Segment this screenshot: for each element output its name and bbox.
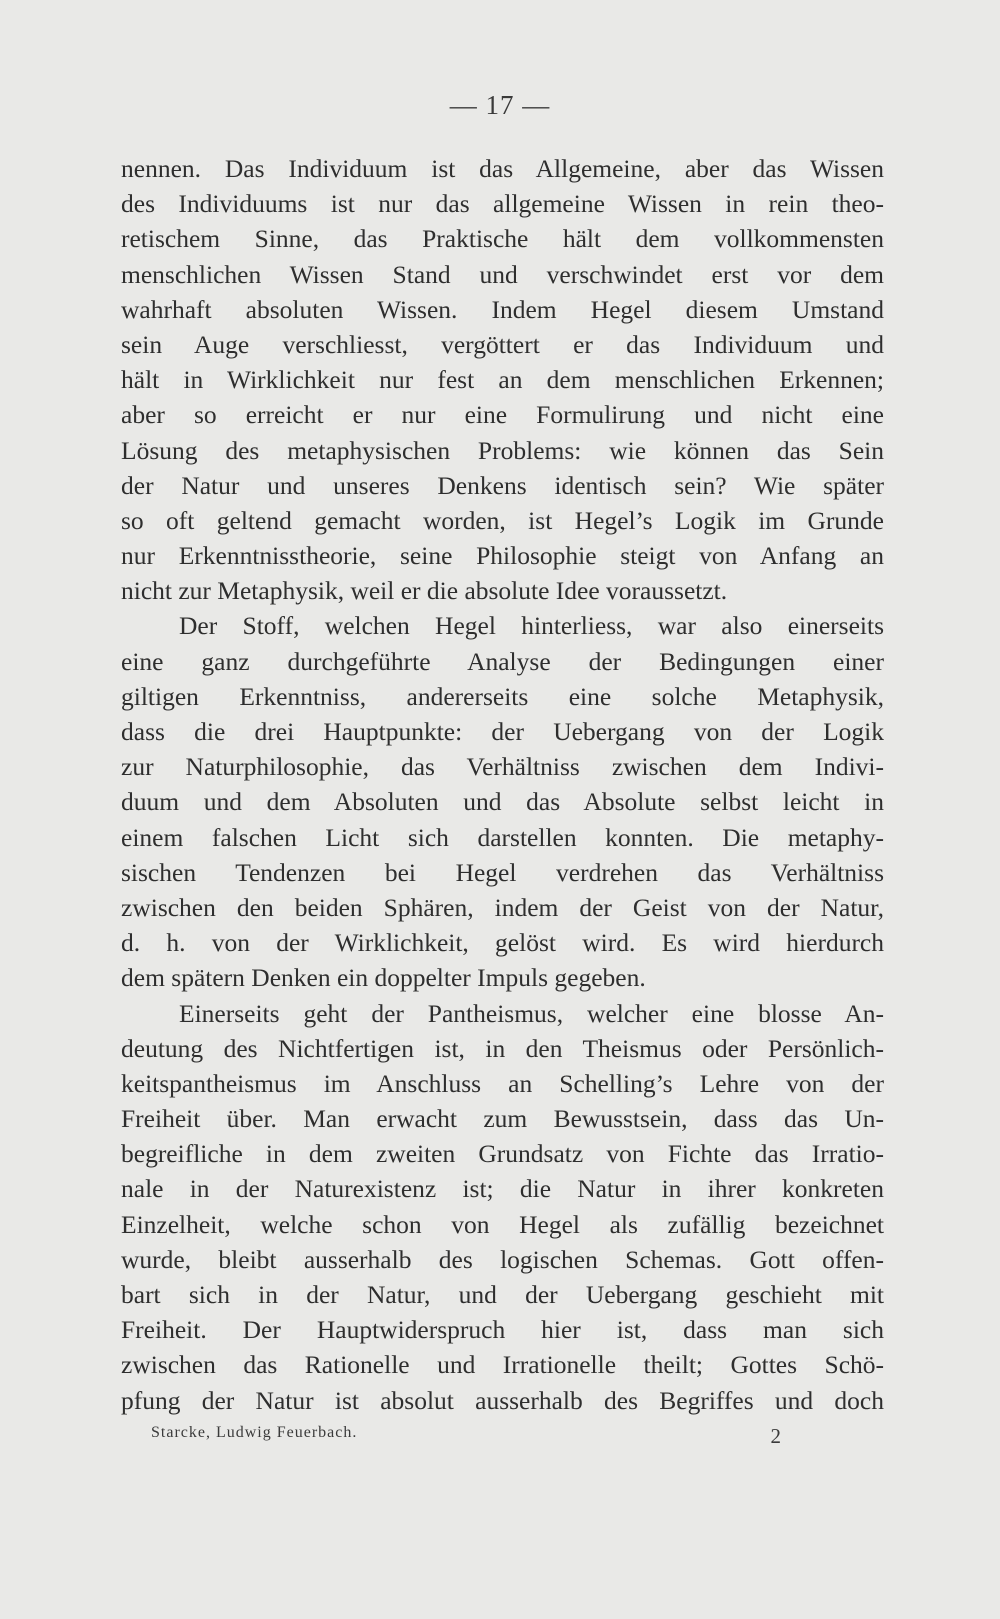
text-line: dem spätern Denken ein doppelter Impuls gegeben. <box>121 963 646 993</box>
text-line: menschlichen Wissen Stand und verschwindet erst vor dem <box>121 259 884 289</box>
footer-author: Starcke, Ludwig Feuerbach. <box>151 1424 358 1441</box>
text-line: so oft geltend gemacht worden, ist Hegel’s Logik im Grunde <box>121 505 884 535</box>
page-footer <box>151 1424 781 1448</box>
text-line: retischem Sinne, das Praktische hält dem vollkommensten <box>121 224 884 254</box>
text-line: keitspantheismus im Anschluss an Schelling’s Lehre von der <box>121 1068 884 1098</box>
text-line: Lösung des metaphysischen Problems: wie können das Sein <box>121 435 884 465</box>
text-line: nicht zur Metaphysik, weil er die absolute Idee voraussetzt. <box>121 576 728 606</box>
text-line: Freiheit. Der Hauptwiderspruch hier ist, dass man sich <box>121 1315 884 1345</box>
text-line: einem falschen Licht sich darstellen konnten. Die metaphy- <box>121 822 884 852</box>
page-number: — 17 — <box>449 90 551 120</box>
text-line: aber so erreicht er nur eine Formulirung und nicht eine <box>121 400 884 430</box>
text-line: wahrhaft absoluten Wissen. Indem Hegel diesem Umstand <box>121 294 884 324</box>
text-line: sein Auge verschliesst, vergöttert er das Individuum und <box>121 329 884 359</box>
text-line: giltigen Erkenntniss, andererseits eine solche Metaphysik, <box>121 681 884 711</box>
paragraph-first-line: Der Stoff, welchen Hegel hinterliess, war also einerseits <box>179 611 884 641</box>
text-line: begreifliche in dem zweiten Grundsatz von Fichte das Irratio- <box>121 1139 884 1169</box>
text-line: d. h. von der Wirklichkeit, gelöst wird. Es wird hierdurch <box>121 928 884 958</box>
text-line: zur Naturphilosophie, das Verhältniss zwischen dem Indivi- <box>121 752 884 782</box>
text-line: Freiheit über. Man erwacht zum Bewusstsein, dass das Un- <box>121 1104 884 1134</box>
text-line: zwischen das Rationelle und Irrationelle theilt; Gottes Schö- <box>121 1350 884 1380</box>
text-line: nur Erkenntnisstheorie, seine Philosophie steigt von Anfang an <box>121 541 884 571</box>
body-text <box>121 151 884 1418</box>
text-line: zwischen den beiden Sphären, indem der Geist von der Natur, <box>121 892 884 922</box>
text-line: pfung der Natur ist absolut ausserhalb des Begriffes und doch <box>121 1385 884 1415</box>
text-line: dass die drei Hauptpunkte: der Uebergang von der Logik <box>121 717 884 746</box>
signature-mark: 2 <box>770 1424 781 1448</box>
text-line: eine ganz durchgeführte Analyse der Bedingungen einer <box>121 646 884 676</box>
text-line: duum und dem Absoluten und das Absolute selbst leicht in <box>121 787 884 817</box>
text-line: nennen. Das Individuum ist das Allgemeine, aber das Wissen <box>121 154 884 183</box>
text-line: bart sich in der Natur, und der Uebergang geschieht mit <box>121 1280 884 1309</box>
text-line: hält in Wirklichkeit nur fest an dem menschlichen Erkennen; <box>121 365 884 395</box>
paragraph-first-line: Einerseits geht der Pantheismus, welcher eine blosse An- <box>179 998 884 1028</box>
text-line: Einzelheit, welche schon von Hegel als zufällig bezeichnet <box>121 1209 884 1239</box>
text-line: der Natur und unseres Denkens identisch sein? Wie später <box>121 470 884 500</box>
text-line: deutung des Nichtfertigen ist, in den Theismus oder Persönlich- <box>121 1033 884 1063</box>
text-line: nale in der Naturexistenz ist; die Natur in ihrer konkreten <box>121 1174 884 1204</box>
text-line: wurde, bleibt ausserhalb des logischen Schemas. Gott offen- <box>121 1244 884 1274</box>
text-line: des Individuums ist nur das allgemeine Wissen in rein theo- <box>121 189 884 219</box>
text-line: sischen Tendenzen bei Hegel verdrehen das Verhältniss <box>121 857 884 887</box>
